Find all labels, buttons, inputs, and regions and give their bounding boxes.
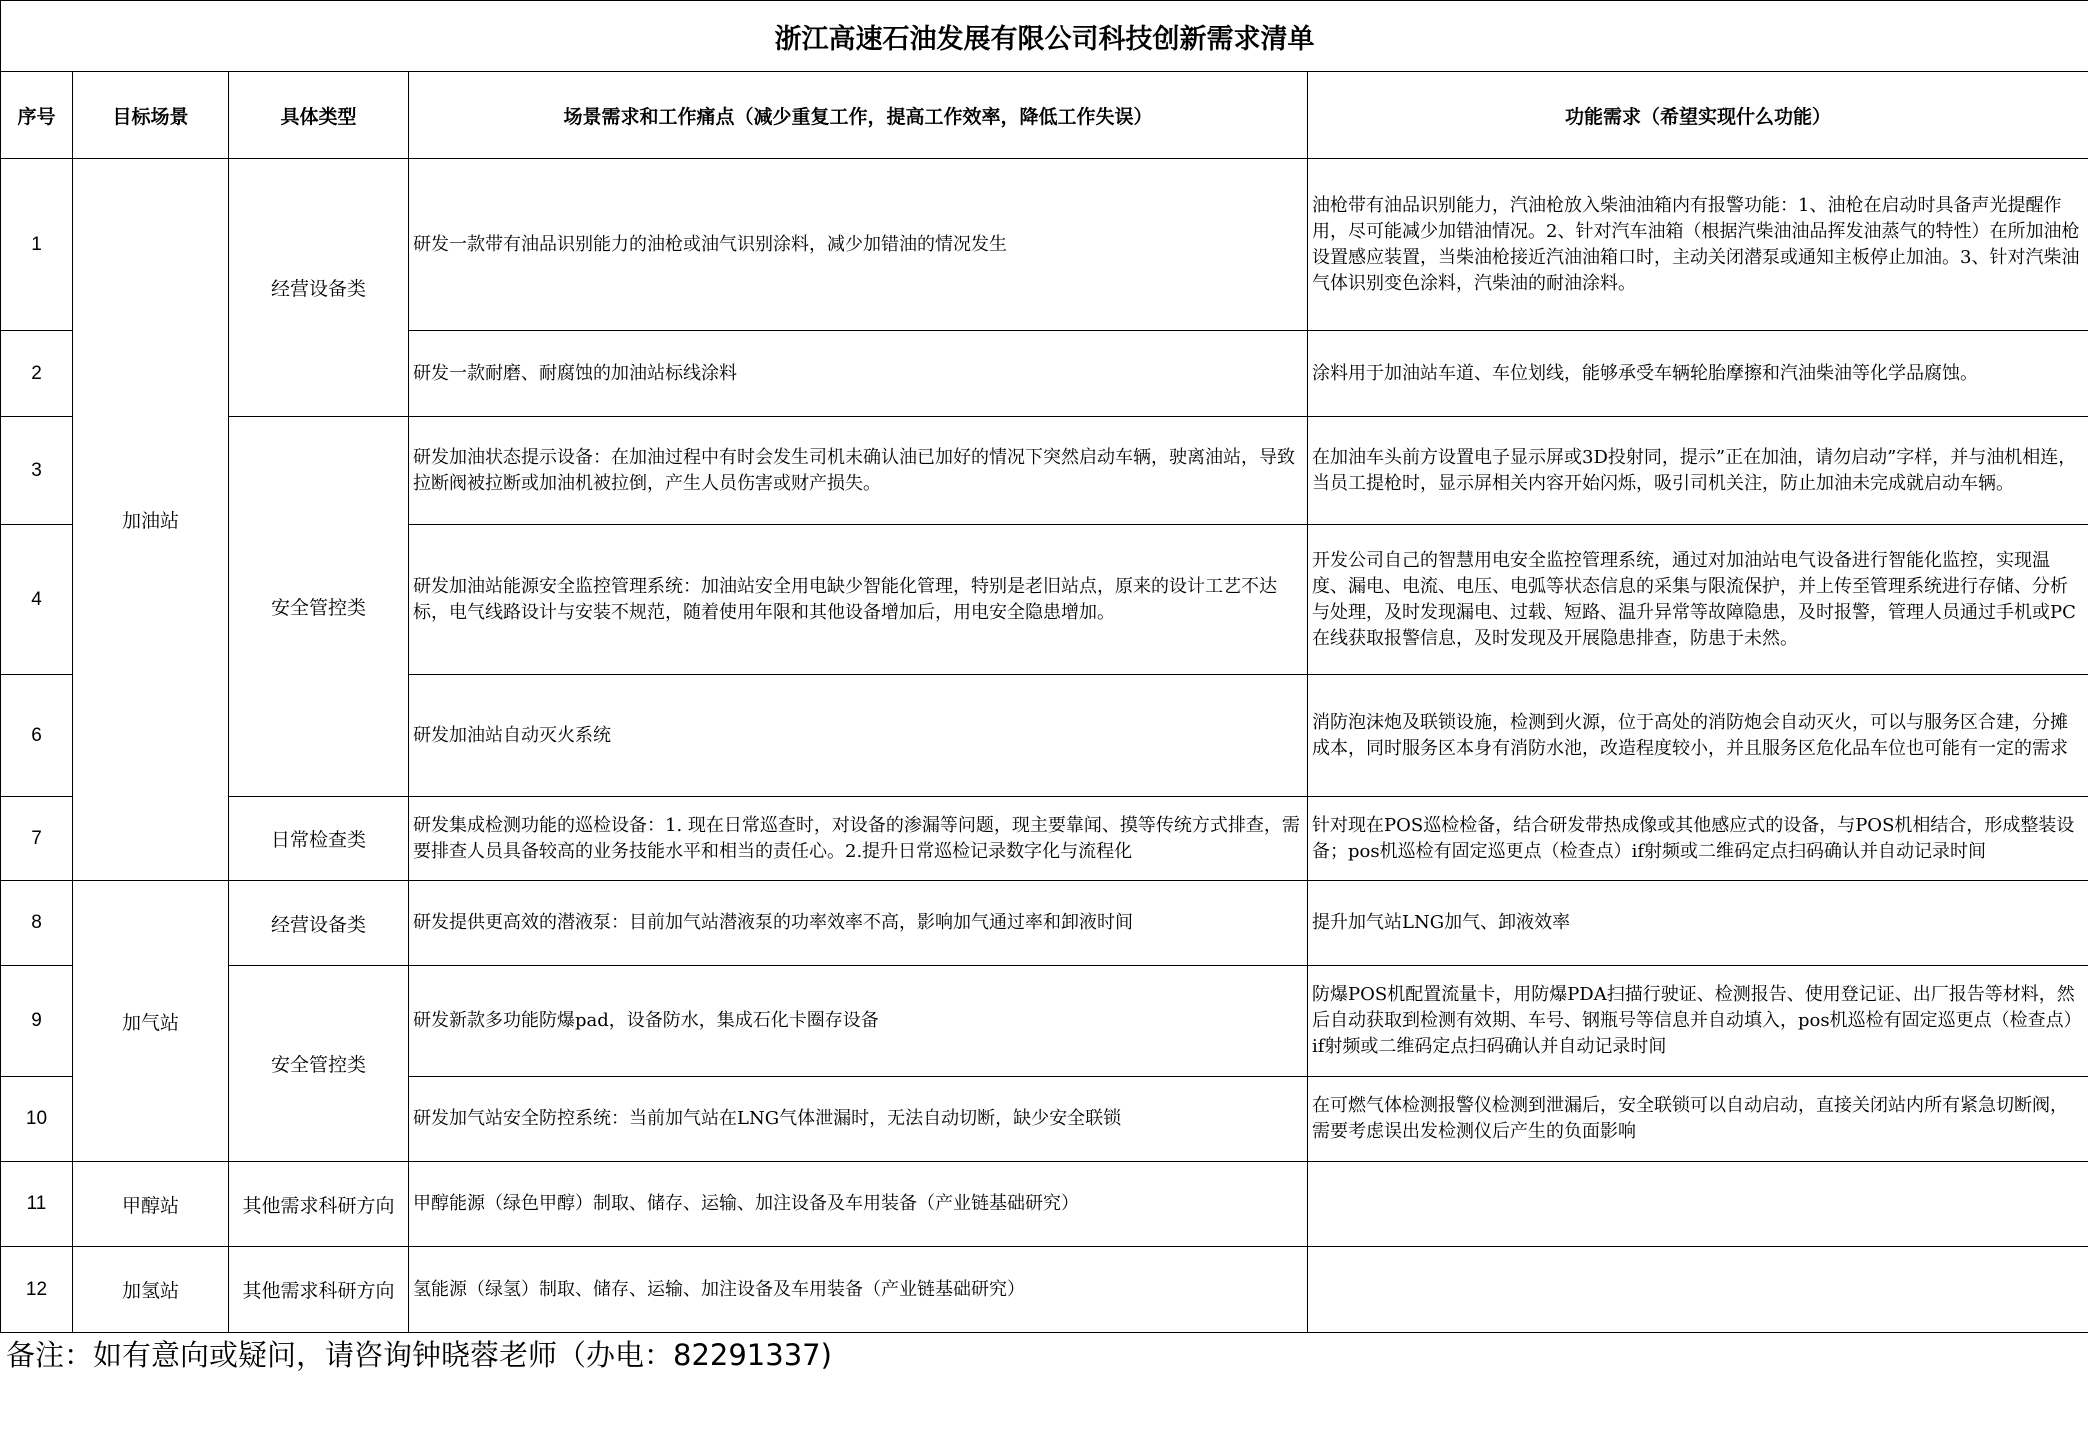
type-cell: 其他需求科研方向 xyxy=(229,1162,409,1247)
pain-point-cell: 研发加气站安全防控系统：当前加气站在LNG气体泄漏时，无法自动切断，缺少安全联锁 xyxy=(409,1077,1308,1162)
type-cell: 经营设备类 xyxy=(229,881,409,966)
table-row xyxy=(1,1162,2088,1247)
footnote: 备注：如有意向或疑问，请咨询钟晓蓉老师（办电：82291337) xyxy=(6,1338,832,1372)
type-cell: 其他需求科研方向 xyxy=(229,1247,409,1333)
pain-point-cell: 甲醇能源（绿色甲醇）制取、储存、运输、加注设备及车用装备（产业链基础研究） xyxy=(409,1162,1308,1247)
row-number: 1 xyxy=(1,159,73,331)
row-number: 12 xyxy=(1,1247,73,1333)
pain-point-cell: 研发一款带有油品识别能力的油枪或油气识别涂料，减少加错油的情况发生 xyxy=(409,159,1308,331)
sheet-title: 浙江高速石油发展有限公司科技创新需求清单 xyxy=(1,1,2088,72)
table-row xyxy=(1,797,2088,881)
type-cell: 安全管控类 xyxy=(229,417,409,797)
type-cell: 经营设备类 xyxy=(229,159,409,417)
pain-point-cell: 研发加油状态提示设备：在加油过程中有时会发生司机未确认油已加好的情况下突然启动车辆，驶离油站，导致拉断阀被拉断或加油机被拉倒，产生人员伤害或财产损失。 xyxy=(409,417,1308,525)
pain-point-cell: 研发一款耐磨、耐腐蚀的加油站标线涂料 xyxy=(409,331,1308,417)
scene-cell-methanol: 甲醇站 xyxy=(73,1162,229,1247)
scene-cell-gas: 加气站 xyxy=(73,881,229,1162)
function-cell: 在可燃气体检测报警仪检测到泄漏后，安全联锁可以自动启动，直接关闭站内所有紧急切断阀，需要考虑误出发检测仪后产生的负面影响 xyxy=(1308,1077,2088,1162)
pain-point-cell: 研发加油站能源安全监控管理系统：加油站安全用电缺少智能化管理，特别是老旧站点，原来的设计工艺不达标，电气线路设计与安装不规范，随着使用年限和其他设备增加后，用电安全隐患增加。 xyxy=(409,525,1308,675)
scene-cell-fuel: 加油站 xyxy=(73,159,229,881)
row-number: 4 xyxy=(1,525,73,675)
table-row xyxy=(1,881,2088,966)
row-number: 8 xyxy=(1,881,73,966)
header-scene: 目标场景 xyxy=(73,72,229,159)
function-cell: 提升加气站LNG加气、卸液效率 xyxy=(1308,881,2088,966)
pain-point-cell: 研发提供更高效的潜液泵：目前加气站潜液泵的功率效率不高，影响加气通过率和卸液时间 xyxy=(409,881,1308,966)
pain-point-cell: 研发新款多功能防爆pad，设备防水，集成石化卡圈存设备 xyxy=(409,966,1308,1077)
scene-cell-hydrogen: 加氢站 xyxy=(73,1247,229,1333)
row-number: 11 xyxy=(1,1162,73,1247)
row-number: 2 xyxy=(1,331,73,417)
function-cell: 在加油车头前方设置电子显示屏或3D投射同，提示”正在加油，请勿启动”字样，并与油机相连，当员工提枪时，显示屏相关内容开始闪烁，吸引司机关注，防止加油未完成就启动车辆。 xyxy=(1308,417,2088,525)
row-number: 9 xyxy=(1,966,73,1077)
header-no: 序号 xyxy=(1,72,73,159)
pain-point-cell: 氢能源（绿氢）制取、储存、运输、加注设备及车用装备（产业链基础研究） xyxy=(409,1247,1308,1333)
header-func: 功能需求（希望实现什么功能） xyxy=(1308,72,2088,159)
function-cell: 针对现在POS巡检检备，结合研发带热成像或其他感应式的设备，与POS机相结合，形成整装设备；pos机巡检有固定巡更点（检查点）if射频或二维码定点扫码确认并自动记录时间 xyxy=(1308,797,2088,881)
table-row xyxy=(1,159,2088,331)
header-row xyxy=(1,72,2088,159)
row-number: 3 xyxy=(1,417,73,525)
function-cell: 防爆POS机配置流量卡，用防爆PDA扫描行驶证、检测报告、使用登记证、出厂报告等材料，然后自动获取到检测有效期、车号、钢瓶号等信息并自动填入，pos机巡检有固定巡更点（检查点）if射频或二维码定点扫码确认并自动记录时间 xyxy=(1308,966,2088,1077)
header-pain: 场景需求和工作痛点（减少重复工作，提高工作效率，降低工作失误） xyxy=(409,72,1308,159)
row-number: 6 xyxy=(1,675,73,797)
function-cell xyxy=(1308,1162,2088,1247)
table-row xyxy=(1,1247,2088,1333)
table-row xyxy=(1,966,2088,1077)
pain-point-cell: 研发集成检测功能的巡检设备：1. 现在日常巡查时，对设备的渗漏等问题，现主要靠闻、摸等传统方式排查，需要排查人员具备较高的业务技能水平和相当的责任心。2.提升日常巡检记录数字化与流程化 xyxy=(409,797,1308,881)
pain-point-cell: 研发加油站自动灭火系统 xyxy=(409,675,1308,797)
header-type: 具体类型 xyxy=(229,72,409,159)
row-number: 7 xyxy=(1,797,73,881)
row-number: 10 xyxy=(1,1077,73,1162)
type-cell: 日常检查类 xyxy=(229,797,409,881)
function-cell: 涂料用于加油站车道、车位划线，能够承受车辆轮胎摩擦和汽油柴油等化学品腐蚀。 xyxy=(1308,331,2088,417)
table-row xyxy=(1,417,2088,525)
type-cell: 安全管控类 xyxy=(229,966,409,1162)
function-cell: 消防泡沫炮及联锁设施，检测到火源，位于高处的消防炮会自动灭火，可以与服务区合建，分摊成本，同时服务区本身有消防水池，改造程度较小，并且服务区危化品车位也可能有一定的需求 xyxy=(1308,675,2088,797)
function-cell: 油枪带有油品识别能力，汽油枪放入柴油油箱内有报警功能：1、油枪在启动时具备声光提醒作用，尽可能减少加错油情况。2、针对汽车油箱（根据汽柴油油品挥发油蒸气的特性）在所加油枪设置感应装置，当柴油枪接近汽油油箱口时，主动关闭潜泵或通知主板停止加油。3、针对汽柴油气体识别变色涂料，汽柴油的耐油涂料。 xyxy=(1308,159,2088,331)
function-cell: 开发公司自己的智慧用电安全监控管理系统，通过对加油站电气设备进行智能化监控，实现温度、漏电、电流、电压、电弧等状态信息的采集与限流保护，并上传至管理系统进行存储、分析与处理，及时发现漏电、过载、短路、温升异常等故障隐患，及时报警，管理人员通过手机或PC在线获取报警信息，及时发现及开展隐患排查，防患于未然。 xyxy=(1308,525,2088,675)
function-cell xyxy=(1308,1247,2088,1333)
